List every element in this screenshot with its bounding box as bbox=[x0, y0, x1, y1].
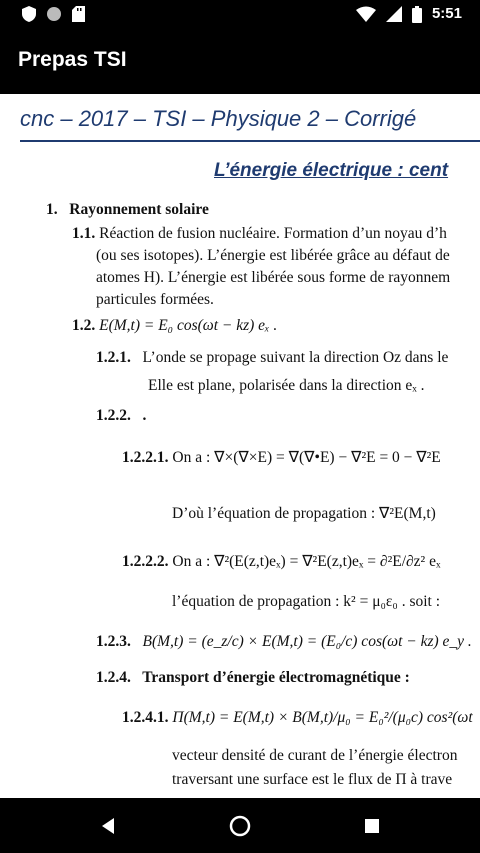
subsection-heading: 1.2.4. Transport d’énergie électromagnétique : bbox=[96, 669, 410, 686]
paragraph-line: traversant une surface est le flux de Π à trave bbox=[172, 771, 453, 788]
paragraph-line: 1.2.2. . bbox=[96, 407, 147, 424]
section-heading: 1. Rayonnement solaire bbox=[46, 201, 209, 218]
status-time: 5:51 bbox=[431, 5, 462, 22]
status-left-icons bbox=[22, 6, 85, 22]
paragraph-line: Elle est plane, polarisée dans la direction eₓ . bbox=[148, 377, 425, 394]
app-title: Prepas TSI bbox=[18, 48, 127, 71]
paragraph-line: 1.1. Réaction de fusion nucléaire. Formation d’un noyau d’h bbox=[72, 225, 447, 242]
equation-line: 1.2.4.1. Π(M,t) = E(M,t) × B(M,t)/μ₀ = E₀²/(μ₀c) cos²(ωt bbox=[122, 709, 473, 726]
equation-line: 1.2. E(M,t) = E₀ cos(ωt − kz) eₓ . bbox=[72, 317, 278, 334]
document-subtitle: L’énergie électrique : cent bbox=[214, 160, 449, 181]
home-button[interactable] bbox=[226, 812, 254, 840]
header-divider bbox=[20, 140, 480, 142]
paragraph-line: vecteur densité de curant de l’énergie électron bbox=[172, 747, 458, 764]
back-icon bbox=[94, 812, 122, 840]
shield-icon bbox=[22, 6, 36, 22]
status-bar bbox=[0, 0, 480, 28]
recents-icon bbox=[358, 812, 386, 840]
back-button[interactable] bbox=[94, 812, 122, 840]
paragraph-line: (ou ses isotopes). L’énergie est libérée grâce au défaut de bbox=[96, 247, 450, 264]
document-header: cnc – 2017 – TSI – Physique 2 – Corrigé bbox=[20, 106, 417, 131]
paragraph-line: 1.2.1. L’onde se propage suivant la direction Oz dans le bbox=[96, 349, 449, 366]
navigation-bar bbox=[0, 798, 480, 853]
status-right-icons bbox=[356, 4, 462, 24]
equation-line: 1.2.2.2. On a : ∇²(E(z,t)eₓ) = ∇²E(z,t)eₓ = ∂²E/∂z² eₓ bbox=[122, 553, 441, 570]
equation-line: 1.2.2.1. On a : ∇×(∇×E) = ∇(∇•E) − ∇²E = 0 − ∇²E bbox=[122, 449, 441, 466]
paragraph-line: particules formées. bbox=[96, 291, 214, 308]
paragraph-line: atomes H). L’énergie est libérée sous forme de rayonnem bbox=[96, 269, 451, 286]
record-icon bbox=[46, 6, 62, 22]
document-view[interactable] bbox=[0, 94, 480, 798]
equation-line: 1.2.3. B(M,t) = (e_z/c) × E(M,t) = (E₀/c) cos(ωt − kz) e_y . bbox=[96, 633, 472, 650]
signal-icon bbox=[386, 6, 402, 22]
equation-line: l’équation de propagation : k² = μ₀ε₀ . soit : bbox=[172, 593, 441, 610]
home-icon bbox=[226, 812, 254, 840]
recents-button[interactable] bbox=[358, 812, 386, 840]
wifi-icon bbox=[356, 6, 376, 22]
app-bar bbox=[0, 28, 480, 94]
sd-card-icon bbox=[72, 6, 85, 22]
battery-icon bbox=[412, 6, 422, 23]
equation-line: D’où l’équation de propagation : ∇²E(M,t) bbox=[172, 505, 436, 522]
